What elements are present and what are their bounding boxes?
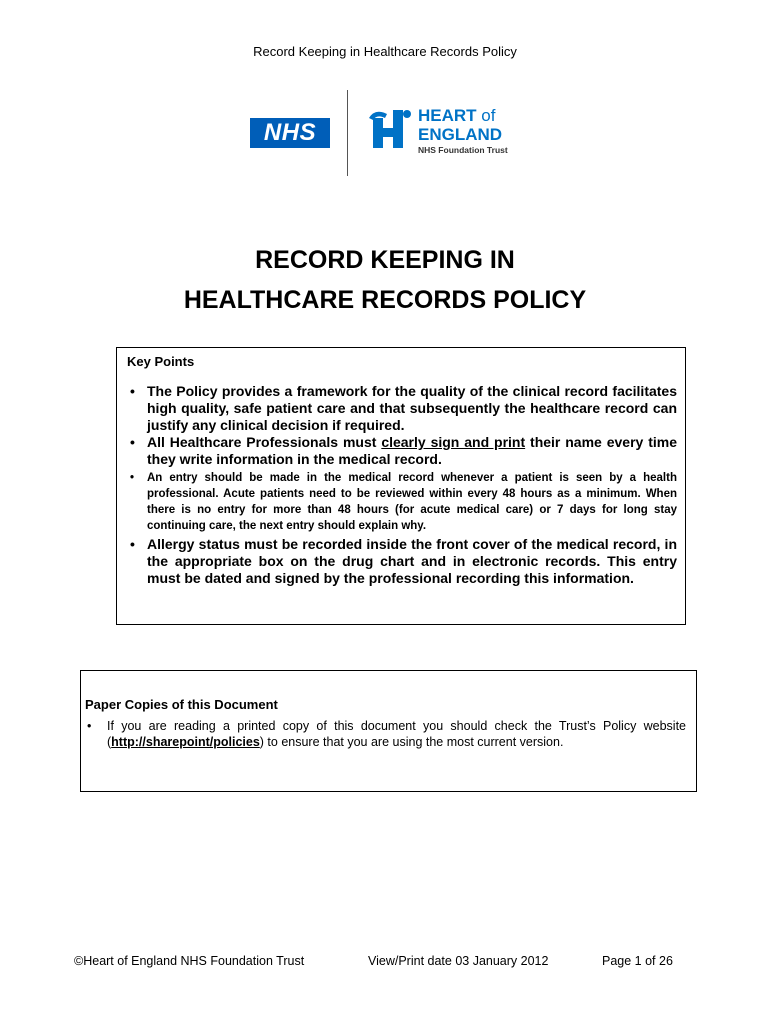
document-title-line1: RECORD KEEPING IN bbox=[255, 246, 515, 274]
bullet-icon: • bbox=[130, 472, 135, 484]
list-item: • Allergy status must be recorded inside the front cover of the medical record, in the appropriate box on the drug chart and in electronic records. This entry must be dated and signed by the professional recording this information. bbox=[130, 536, 677, 586]
key-points-heading: Key Points bbox=[127, 354, 195, 369]
list-item: • An entry should be made in the medical record whenever a patient is seen by a health professional. Acute patients need to be reviewed within every 48 hours as a minimum. When there is no entry for more than 48 hours (for acute medical care) or 7 days for long stay continuing care, the next entry should explain why. bbox=[130, 472, 677, 532]
bullet-icon: • bbox=[130, 536, 135, 552]
paper-copies-box bbox=[80, 670, 697, 792]
document-title bbox=[0, 240, 770, 320]
list-item: • The Policy provides a framework for the quality of the clinical record facilitates high quality, safe patient care and that subsequently the healthcare record can justify any clinical decision if required. bbox=[130, 383, 677, 433]
logo-area bbox=[250, 90, 540, 180]
trust-logo-text bbox=[418, 106, 543, 155]
trust-logo-line3: NHS Foundation Trust bbox=[418, 145, 508, 155]
page-footer bbox=[0, 954, 770, 972]
bullet-icon: • bbox=[87, 719, 92, 733]
underlined-emphasis: clearly sign and print bbox=[381, 434, 526, 450]
trust-logo-line2: ENGLAND bbox=[418, 125, 503, 144]
paper-copies-heading: Paper Copies of this Document bbox=[85, 697, 278, 712]
policy-website-link[interactable]: http://sharepoint/policies bbox=[111, 735, 260, 749]
footer-print-date: View/Print date 03 January 2012 bbox=[368, 954, 549, 968]
document-title-line2: HEALTHCARE RECORDS POLICY bbox=[183, 286, 587, 314]
running-header: Record Keeping in Healthcare Records Policy bbox=[253, 44, 517, 59]
nhs-logo: NHS bbox=[250, 118, 330, 148]
bullet-icon: • bbox=[130, 383, 135, 399]
bullet-icon: • bbox=[130, 434, 135, 450]
list-item: • All Healthcare Professionals must clearly sign and print their name every time they write information in the medical record. bbox=[130, 434, 677, 467]
trust-logo-line1: HEART of bbox=[418, 106, 496, 125]
key-points-list bbox=[127, 383, 677, 587]
list-item: • If you are reading a printed copy of this document you should check the Trust’s Policy website (http://sharepoint/policies) to ensure that you are using the most current version. bbox=[87, 719, 686, 749]
logo-divider bbox=[347, 90, 348, 176]
key-points-box bbox=[116, 347, 686, 625]
footer-copyright: ©Heart of England NHS Foundation Trust bbox=[74, 954, 305, 968]
footer-page-number: Page 1 of 26 bbox=[602, 954, 673, 968]
heart-of-england-icon bbox=[367, 106, 413, 152]
